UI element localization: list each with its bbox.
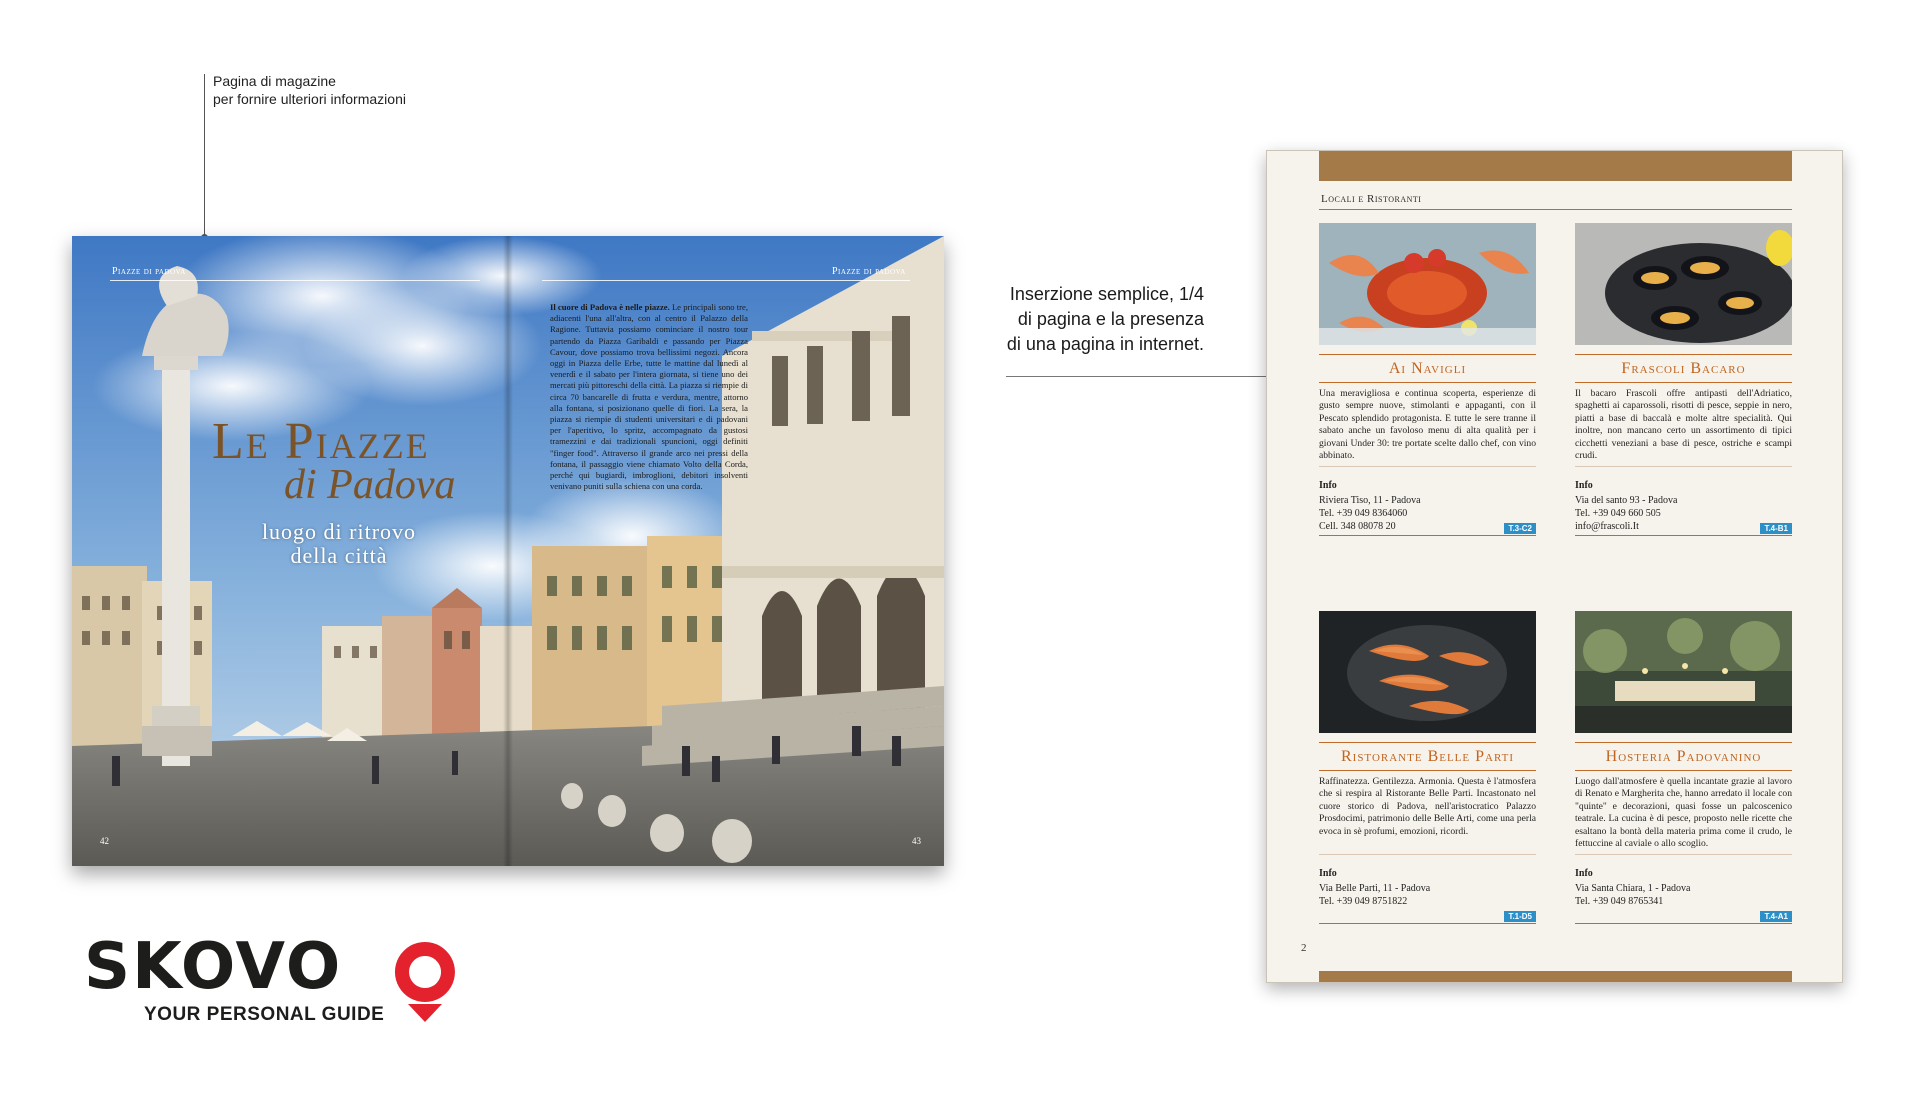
restaurant-name: Frascoli Bacaro (1621, 360, 1746, 377)
info-label: Info (1575, 868, 1593, 879)
restaurant-address: Riviera Tiso, 11 - Padova (1319, 495, 1421, 506)
restaurant-phone: Tel. +39 049 8751822 (1319, 896, 1408, 907)
article-subtitle-line-2: della città (290, 543, 388, 568)
insert-annotation-line-1: Inserzione semplice, 1/4 (1009, 284, 1204, 304)
info-label: Info (1319, 868, 1337, 879)
card-rule-top (1319, 742, 1536, 743)
magazine-spread (72, 236, 944, 866)
card-rule-info (1319, 466, 1536, 467)
restaurant-address: Via del santo 93 - Padova (1575, 495, 1678, 506)
insert-annotation-line-3: di una pagina in internet. (1006, 334, 1204, 354)
card-rule-name (1319, 382, 1536, 383)
card-rule-bottom (1575, 923, 1792, 924)
article-subtitle-line-1: luogo di ritrovo (261, 519, 417, 544)
restaurant-name: Ai Navigli (1388, 360, 1467, 377)
insert-annotation-line-2: di pagina e la presenza (1017, 309, 1204, 329)
restaurant-description: Raffinatezza. Gentilezza. Armonia. Questa è l'atmosfera che si respira al Ristorante Belle Parti. Incastonato nel cuore storico di Padova, nell'aristocratico Palazzo Prosdocimi, patrimonio delle Belle Arti, come una perla evoca in sè profumi, emozioni, ricordi. (1319, 776, 1536, 837)
guide-bottom-bar (1319, 971, 1792, 983)
article-lead: Il cuore di Padova è nelle piazze. (550, 302, 670, 312)
magazine-annotation (213, 72, 406, 108)
restaurant-card[interactable] (1575, 223, 1792, 543)
map-reference-badge: T.4-A1 (1760, 911, 1792, 922)
card-rule-bottom (1319, 923, 1536, 924)
article-title: Le Piazze (212, 413, 430, 470)
restaurant-photo-dining-room (1575, 611, 1792, 733)
info-label: Info (1575, 480, 1593, 491)
restaurant-description: Luogo dall'atmosfere è quella incantate grazie al lavoro di Renato e Margherita che, hanno arredato il locale con "quinte" e decorazioni, quasi fosse un palcoscenico teatrale. La cucina è di pesce, proposto nelle ricette che esaltano la bontà della materia prima come il crudo, le fettuccine al caviale o allo scoglio. (1575, 776, 1792, 850)
running-head-rule-left (110, 280, 480, 281)
card-rule-info (1319, 854, 1536, 855)
skovoo-logo (84, 930, 484, 1025)
article-body (550, 302, 748, 492)
guide-section-title: Locali e Ristoranti (1321, 193, 1422, 205)
logo-wordmark: SKOVO (84, 930, 343, 1004)
card-rule-bottom (1319, 535, 1536, 536)
card-rule-top (1319, 354, 1536, 355)
article-title-italic: di Padova (284, 462, 456, 508)
running-head-rule-right (542, 280, 910, 281)
article-text: Le principali sono tre, adiacenti l'una all'altra, con al centro il Palazzo della Ragione. Tuttavia possiamo cominciare il nostro tour partendo da Piazza Garibaldi e passando per Piazza Cavour, dove possiamo trova bellissimi negozi. Ancora oggi in Piazza delle Erbe, tutte le mattine dal lunedì al venerdì e il sabato per l'intera giornata, si tiene uno dei mercati più pittoreschi della città. La piazza si riempie di circa 70 bancarelle di frutta e verdura, mentre, attorno alla fontana, si posizionano quelle di fiori. La sera, la piazza si riempie di studenti universitari e di padovani per l'aperitivo, lo spritz, accompagnato da gustosi tramezzini e dai tradizionali spuncioni, oggi definiti "finger food". Attraverso il grande arco nei pressi della fontana, il passaggio viene chiamato Volto della Corda, perché qui bugiardi, imbroglioni, debitori insolventi venivano puniti sulla schiena con una corda. (550, 302, 748, 492)
card-rule-name (1575, 382, 1792, 383)
guide-section-rule (1319, 209, 1792, 210)
restaurant-description: Una meravigliosa e continua scoperta, esperienze di gusto sempre nuove, stimolanti e appaganti, con il Pescato splendido protagonista. E tutte le sere tranne il sabato anche un favoloso menu di alta qualità per i giovani Under 30: tre portate scelte dallo chef, con vino abbinato. (1319, 388, 1536, 462)
map-reference-badge: T.4-B1 (1760, 523, 1792, 534)
card-rule-bottom (1575, 535, 1792, 536)
restaurant-name: Ristorante Belle Parti (1340, 748, 1515, 765)
card-rule-top (1575, 354, 1792, 355)
restaurant-photo-mussels (1575, 223, 1792, 345)
map-pin-icon (390, 938, 460, 1026)
restaurant-name: Hosteria Padovanino (1605, 748, 1762, 765)
card-rule-info (1575, 854, 1792, 855)
map-reference-badge: T.3-C2 (1504, 523, 1536, 534)
restaurant-description: Il bacaro Frascoli offre antipasti dell'Adriatico, spaghetti ai caparossoli, risotti di pesce, seppie in nero, piatti a base di baccalà e molte altre specialità. Qui inoltre, non mancano certo un assortimento di tipici cicchetti veneziani a base di pesce, ostriche e scampi crudi. (1575, 388, 1792, 462)
logo-tagline: YOUR PERSONAL GUIDE (144, 1004, 385, 1025)
restaurant-photo-seafood-platter (1319, 223, 1536, 345)
restaurant-address: Via Belle Parti, 11 - Padova (1319, 883, 1431, 894)
insert-annotation-leader-line (1006, 376, 1276, 377)
guide-page (1266, 150, 1843, 983)
card-rule-info (1575, 466, 1792, 467)
restaurant-card[interactable] (1319, 611, 1536, 931)
insert-annotation (984, 282, 1204, 357)
map-reference-badge: T.1-D5 (1504, 911, 1536, 922)
running-head-right: Piazze di padova (832, 266, 906, 277)
restaurant-phone: Tel. +39 049 8364060 (1319, 508, 1408, 519)
magazine-annotation-line-1: Pagina di magazine (213, 73, 336, 89)
restaurant-mobile: Cell. 348 08078 20 (1319, 521, 1396, 532)
card-rule-top (1575, 742, 1792, 743)
card-rule-name (1319, 770, 1536, 771)
running-head-left: Piazze di padova (112, 266, 186, 277)
page-number-left: 42 (100, 836, 109, 846)
spread-gutter (503, 236, 513, 866)
magazine-annotation-leader-line (204, 74, 205, 237)
restaurant-card[interactable] (1575, 611, 1792, 931)
restaurant-address: Via Santa Chiara, 1 - Padova (1575, 883, 1691, 894)
restaurant-email: info@frascoli.It (1575, 521, 1639, 532)
card-rule-name (1575, 770, 1792, 771)
article-subtitle (214, 520, 464, 568)
guide-page-number: 2 (1301, 942, 1307, 954)
magazine-annotation-line-2: per fornire ulteriori informazioni (213, 91, 406, 107)
restaurant-photo-grilled-prawns (1319, 611, 1536, 733)
info-label: Info (1319, 480, 1337, 491)
guide-top-bar (1319, 151, 1792, 181)
restaurant-card[interactable] (1319, 223, 1536, 543)
page-number-right: 43 (912, 836, 921, 846)
restaurant-phone: Tel. +39 049 660 505 (1575, 508, 1661, 519)
restaurant-phone: Tel. +39 049 8765341 (1575, 896, 1664, 907)
